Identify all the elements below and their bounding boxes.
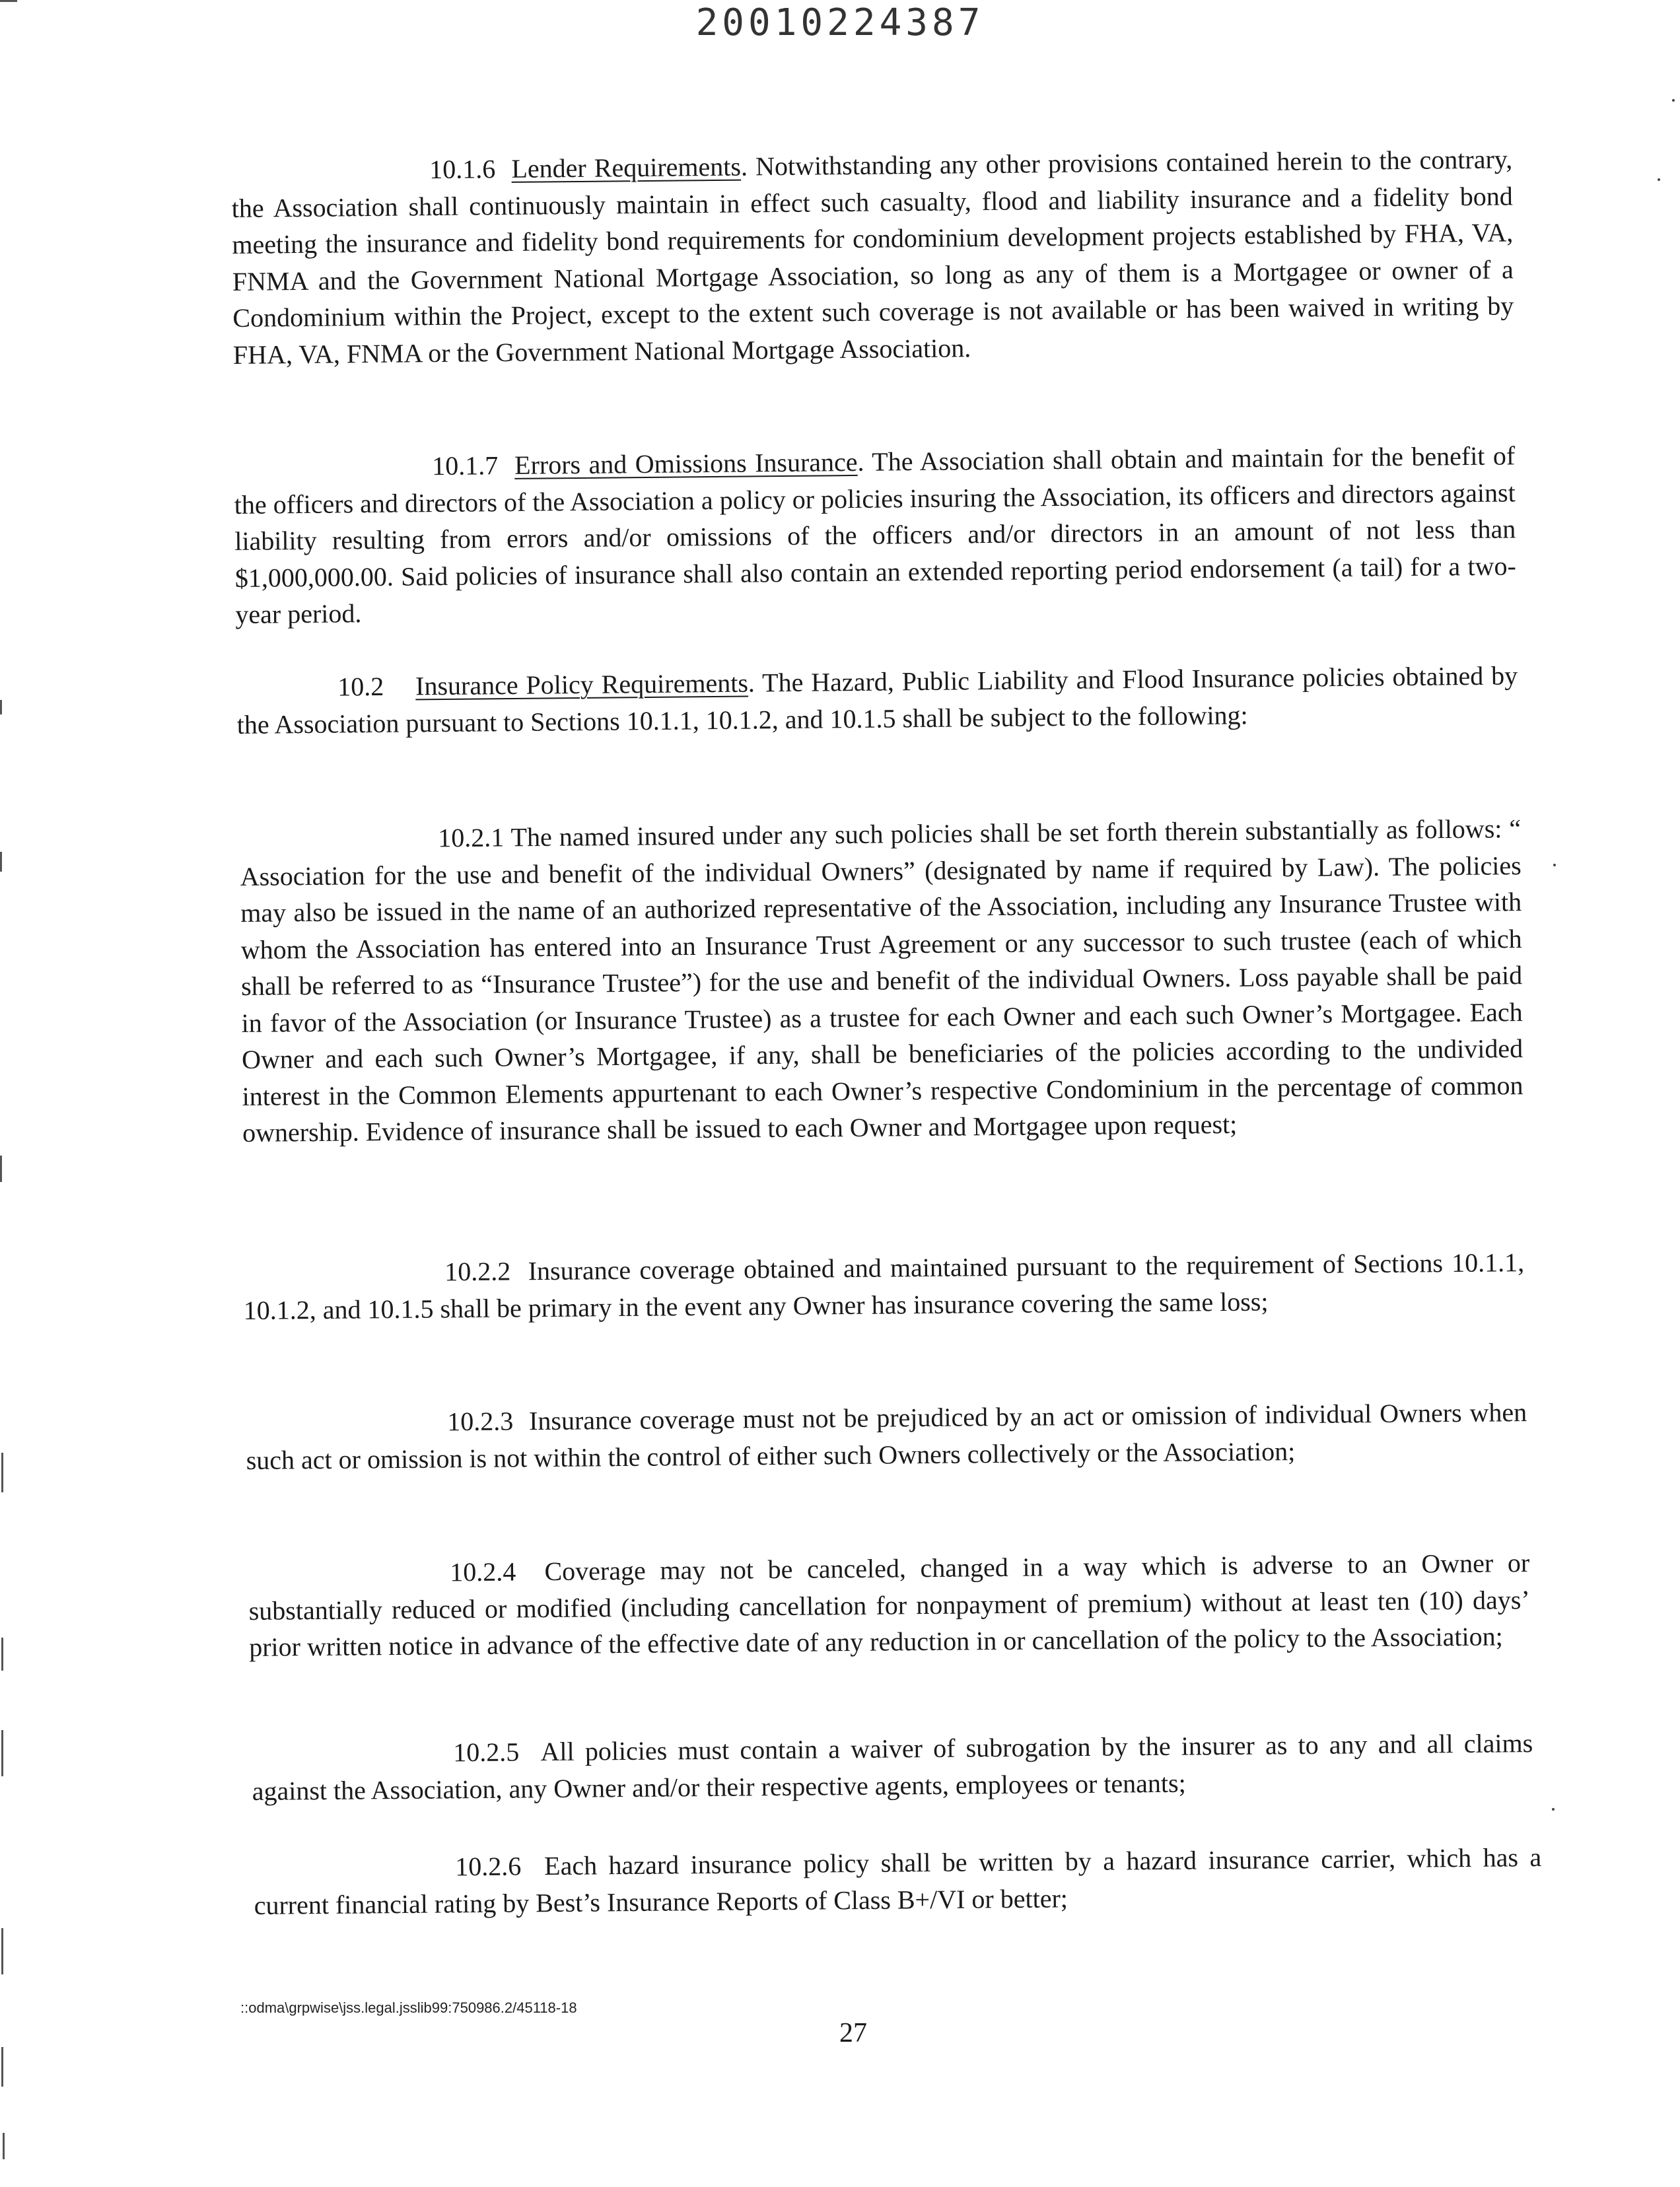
section-number: 10.2.5 — [453, 1737, 520, 1768]
section-heading: Errors and Omissions Insurance — [514, 446, 858, 480]
scan-artifact — [1672, 99, 1675, 102]
scan-artifact — [1553, 864, 1556, 866]
section-text: Insurance coverage obtained and maintained pursuant to the requirement of Sections 10.1.1, 10.1.2, and 10.1.5 shall be primary in the event any Owner has insurance covering the same loss; — [243, 1247, 1525, 1325]
scan-artifact — [1, 1453, 3, 1492]
section-number: 10.1.6 — [429, 154, 496, 185]
scan-artifact — [3, 2133, 5, 2159]
scan-artifact — [0, 852, 2, 872]
section-10-2 — [236, 657, 1518, 743]
scan-artifact — [0, 0, 17, 2]
scan-artifact — [1658, 178, 1660, 181]
section-number: 10.2 — [337, 671, 384, 702]
section-number: 10.2.6 — [455, 1851, 522, 1882]
page-number: 27 — [839, 2018, 867, 2048]
section-number: 10.2.4 — [450, 1556, 516, 1587]
section-10-2-4 — [248, 1545, 1530, 1665]
footer-file-path: ::odma\grpwise\jss.legal.jsslib99:750986.2/45118-18 — [240, 1999, 577, 2016]
section-10-2-5 — [252, 1725, 1533, 1809]
section-text: All policies must contain a waiver of subrogation by the insurer as to any and all claims against the Association, any Owner and/or their respective agents, employees or tenants; — [252, 1728, 1533, 1806]
section-10-2-3 — [246, 1394, 1527, 1478]
section-text: . The Hazard, Public Liability and Flood Insurance policies obtained by the Association pursuant to Sections 10.1.1, 10.1.2, and 10.1.5 shall be subject to the following: — [236, 660, 1518, 740]
section-10-1-6 — [231, 141, 1514, 373]
section-text: Coverage may not be canceled, changed in a way which is adverse to an Owner or substantially reduced or modified (including cancellation for nonpayment of premium) without at least ten (10) days’ prior written notice in advance of the effective date of any reduction in or cancellation of the policy to the Association; — [248, 1548, 1530, 1662]
section-text: Insurance coverage must not be prejudiced by an act or omission of individual Owners when such act or omission is not within the control of either such Owners collectively or the Association; — [246, 1397, 1527, 1475]
section-10-2-1 — [240, 810, 1523, 1151]
section-10-1-7 — [234, 437, 1517, 633]
scan-artifact — [1, 1730, 3, 1776]
scan-artifact — [1, 2047, 3, 2087]
section-text: The named insured under any such policies shall be set forth therein substantially as follows: “ Association for the use and benefit of the individual Owners” (designated by name if required by Law). The policies may also be issued in the name of an authorized representative of the Association, including any Insurance Trustee with whom the Association has entered into an Insurance Trust Agreement or any successor to such trustee (each of which shall be referred to as “Insurance Trustee”) for the use and benefit of the individual Owners. Loss payable shall be paid in favor of the Association (or Insurance Trustee) as a trustee for each Owner and each such Owner’s Mortgagee. Each Owner and each such Owner’s Mortgagee, if any, shall be beneficiaries of the policies according to the undivided interest in the Common Elements appurtenant to each Owner’s respective Condominium in the percentage of common ownership. Evidence of insurance shall be issued to each Owner and Mortgagee upon request; — [240, 814, 1523, 1148]
section-number: 10.2.1 — [438, 822, 505, 853]
section-text: . Notwithstanding any other provisions contained herein to the contrary, the Association shall continuously maintain in effect such casualty, flood and liability insurance and a fidelity bond meeting the insurance and fidelity bond requirements for condominium development projects established by FHA, VA, FNMA and the Government National Mortgage Association, so long as any of them is a Mortgagee or owner of a Condominium within the Project, except to the extent such coverage is not available or has been waived in writing by FHA, VA, FNMA or the Government National Mortgage Association. — [231, 144, 1514, 370]
section-text: Each hazard insurance policy shall be written by a hazard insurance carrier, which has a current financial rating by Best’s Insurance Reports of Class B+/VI or better; — [254, 1842, 1542, 1920]
scan-artifact — [1, 1928, 3, 1974]
section-10-2-2 — [243, 1244, 1525, 1329]
scan-artifact — [1, 1638, 3, 1671]
section-10-2-6 — [254, 1839, 1542, 1924]
section-number: 10.2.3 — [447, 1406, 514, 1437]
section-heading: Lender Requirements — [511, 151, 742, 184]
scan-artifact — [0, 1156, 2, 1182]
scan-artifact — [0, 700, 2, 714]
scan-artifact — [1552, 1808, 1555, 1811]
section-text: . The Association shall obtain and maintain for the benefit of the officers and directors of the Association a policy or policies insuring the Association, its officers and directors against liability resulting from errors and/or omissions of the officers and/or directors in an amount of not less than $1,000,000.00. Said policies of insurance shall also contain an extended reporting period endorsement (a tail) for a two-year period. — [234, 440, 1516, 629]
section-number: 10.2.2 — [444, 1256, 511, 1287]
section-heading: Insurance Policy Requirements — [415, 668, 749, 701]
section-number: 10.1.7 — [432, 450, 499, 481]
document-number: 20010224387 — [695, 1, 985, 44]
